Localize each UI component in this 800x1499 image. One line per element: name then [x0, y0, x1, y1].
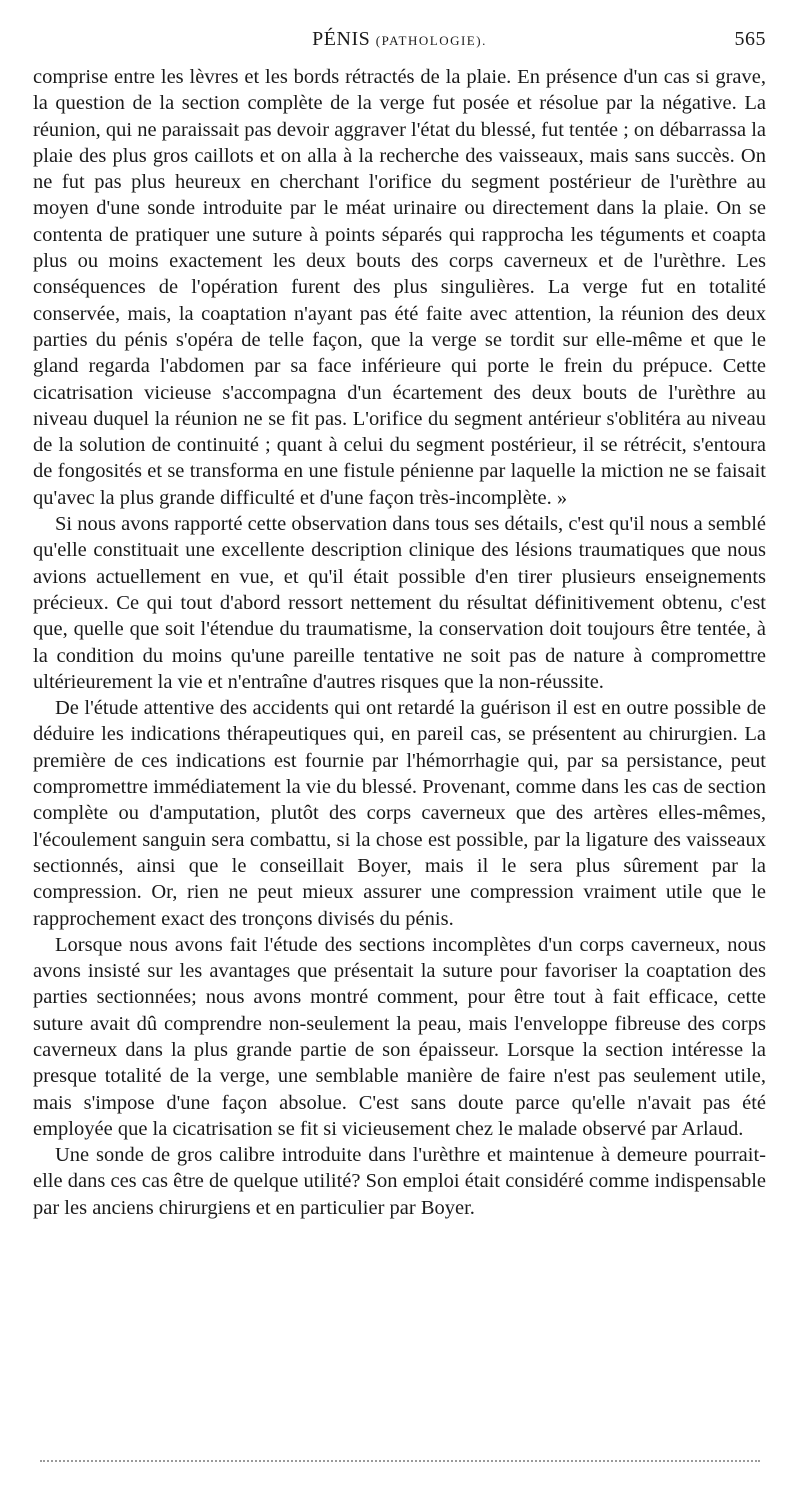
paragraph-3: De l'étude attentive des accidents qui ont retardé la guérison il est en outre possible de déduire les indications thérapeutiques qui, en pareil cas, se présentent au chirurgien. La première de ces indications est fournie par l'hémorrhagie qui, par sa persistance, peut compromettre immédiatement la vie du blessé. Provenant, comme dans les cas de section complète ou d'amputation, plutôt des corps caverneux que des artères elles-mêmes, l'écoulement sanguin sera combattu, si la chose est possible, par la ligature des vaisseaux sectionnés, ainsi que le conseillait Boyer, mais il le sera plus sûrement par la compression. Or, rien ne peut mieux assurer une compression vraiment utile que le rapprochement exact des tronçons divisés du pénis. — [33, 697, 766, 930]
body-text — [33, 64, 766, 1221]
running-header — [33, 28, 766, 58]
paragraph-2: Si nous avons rapporté cette observation dans tous ses détails, c'est qu'il nous a semblé qu'elle constituait une excellente description clinique des lésions traumatiques que nous avions actuellement en vue, et qu'il était possible d'en tirer plusieurs enseignements précieux. Ce qui tout d'abord ressort nettement du résultat définitivement obtenu, c'est que, quelle que soit l'étendue du traumatisme, la conservation doit toujours être tentée, à la condition du moins qu'une pareille tentative ne soit pas de nature à compromettre ultérieurement la vie et n'entraîne d'autres risques que la non-réussite. — [33, 513, 766, 693]
paragraph-4: Lorsque nous avons fait l'étude des sections incomplètes d'un corps caverneux, nous avons insisté sur les avantages que présentait la suture pour favoriser la coaptation des parties sectionnées; nous avons montré comment, pour être tout à fait efficace, cette suture avait dû comprendre non-seulement la peau, mais l'enveloppe fibreuse des corps caverneux dans la plus grande partie de son épaisseur. Lorsque la section intéresse la presque totalité de la verge, une semblable manière de faire n'est pas seulement utile, mais s'impose d'une façon absolue. C'est sans doute parce qu'elle n'avait pas été employée que la cicatrisation se fit si vicieusement chez le malade observé par Arlaud. — [33, 933, 766, 1140]
page-number: 565 — [734, 28, 766, 50]
header-title: PÉNIS — [312, 28, 371, 50]
page — [33, 28, 766, 1221]
footer-rule — [40, 1460, 760, 1462]
paragraph-1: comprise entre les lèvres et les bords rétractés de la plaie. En présence d'un cas si grave, la question de la section complète de la verge fut posée et résolue par la négative. La réunion, qui ne paraissait pas devoir aggraver l'état du blessé, fut tentée ; on débarrassa la plaie des plus gros caillots et on alla à la recherche des vaisseaux, mais sans succès. On ne fut pas plus heureux en cherchant l'orifice du segment postérieur de l'urèthre au moyen d'une sonde introduite par le méat urinaire ou directement dans la plaie. On se contenta de pratiquer une suture à points séparés qui rapprocha les téguments et coapta plus ou moins exactement les deux bouts des corps caverneux et de l'urèthre. Les conséquences de l'opération furent des plus singulières. La verge fut en totalité conservée, mais, la coaptation n'ayant pas été faite avec attention, la réunion des deux parties du pénis s'opéra de telle façon, que la verge se tordit sur elle-même et que le gland regarda l'abdomen par sa face inférieure qui porte le frein du prépuce. Cette cicatrisation vicieuse s'accompagna d'un écartement des deux bouts de l'urèthre au niveau duquel la réunion ne se fit pas. L'orifice du segment antérieur s'oblitéra au niveau de la solution de continuité ; quant à celui du segment postérieur, il se rétrécit, s'entoura de fongosités et se transforma en une fistule pénienne par laquelle la miction ne se faisait qu'avec la plus grande difficulté et d'une façon très-incomplète. » — [33, 66, 766, 509]
paragraph-5: Une sonde de gros calibre introduite dans l'urèthre et maintenue à demeure pourrait-elle dans ces cas être de quelque utilité? Son emploi était considéré comme indispensable par les anciens chirurgiens et en particulier par Boyer. — [33, 1144, 766, 1219]
running-title — [33, 28, 766, 51]
header-subtitle: (PATHOLOGIE). — [375, 33, 487, 48]
